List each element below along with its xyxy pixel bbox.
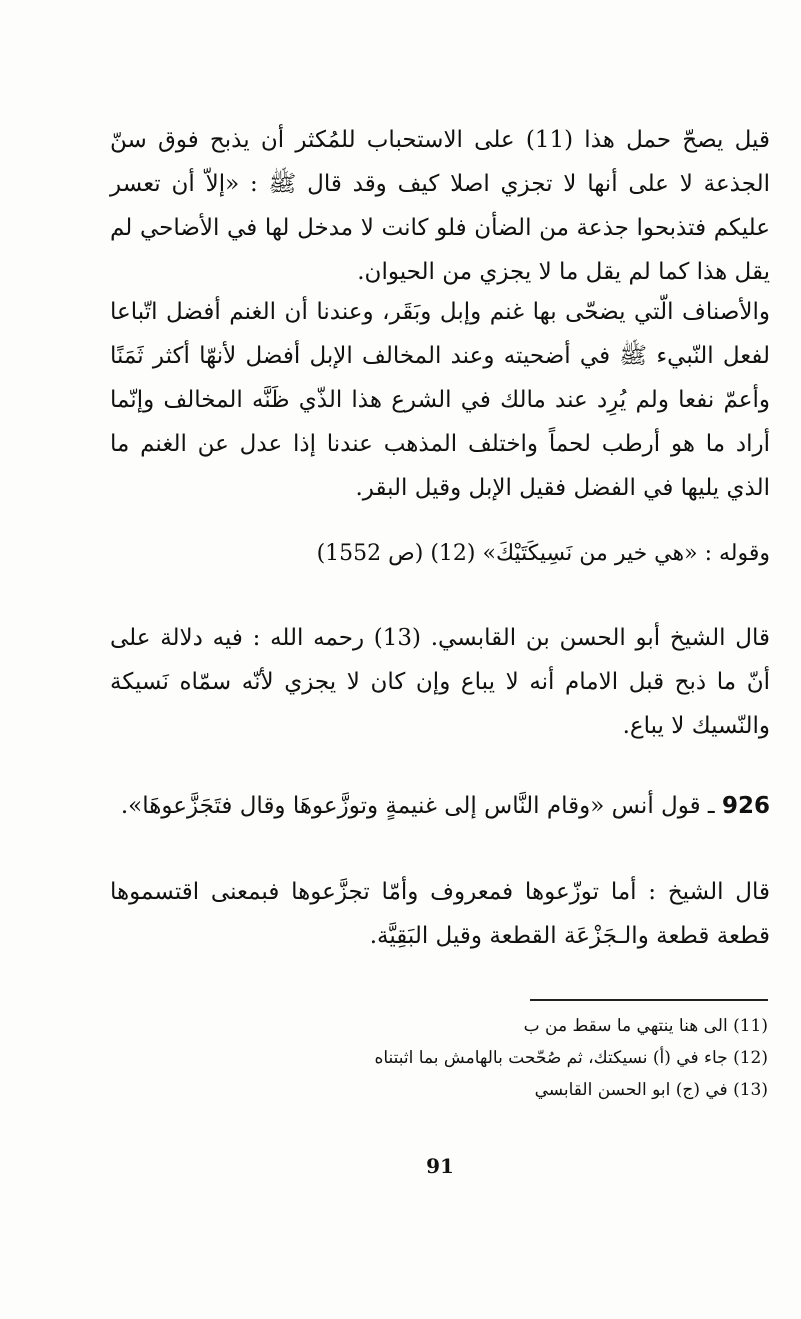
paragraph-1: قيل يصحّ حمل هذا (11) على الاستحباب للمُكثر أن يذبح فوق سنّ الجذعة لا على أنها لا تجزي اصلا كيف وقد قال ﷺ : «إلاّ أن تعسر عليكم فتذبحوا جذعة من الضأن فلو كانت لا مدخل لها في الأضاحي لم يقل هذا كما لم يقل ما لا يجزي من الحيوان.: [110, 127, 770, 285]
paragraph-2: والأصناف الّتي يضحّى بها غنم وإبل وبَقَر، وعندنا أن الغنم أفضل اتّباعا لفعل النّبيء ﷺ في أضحيته وعند المخالف الإبل أفضل لأنهّا أكثر ثَمَنًا وأعمّ نفعا ولم يُرِد عند مالك في الشرع هذا الذّي ظَنَّه المخالف وإنّما أراد ما هو أرطب لحماً واختلف المذهب عندنا إذا عدل عن الغنم ما الذي يليها في الفضل فقيل الإبل وقيل البقر.: [110, 299, 770, 501]
hadith-heading: [110, 784, 770, 828]
paragraph-3: قال الشيخ أبو الحسن بن القابسي. (13) رحمه الله : فيه دلالة على أنّ ما ذبح قبل الامام أنه لا يباع وإن كان لا يجزي لأنّه سمّاه نَسيكة والنّسيك لا يباع.: [110, 625, 770, 739]
paragraph-4: قال الشيخ : أما توزّعوها فمعروف وأمّا تجزَّعوها فبمعنى اقتسموها قطعة قطعة والـجَزْعَة القطعة وقيل البَقِيَّة.: [110, 879, 770, 949]
footnotes: [300, 1010, 768, 1106]
footnote-11: (11) الى هنا ينتهي ما سقط من ب: [523, 1016, 768, 1036]
footnote-13: (13) في (ج) ابو الحسن القابسي: [534, 1080, 768, 1100]
page-number: 91: [426, 1154, 454, 1178]
footnote-divider: [530, 999, 768, 1001]
footnote-12: (12) جاء في (أ) نسيكتك، ثم صُحّحت بالهامش بما اثبتناه: [374, 1048, 768, 1068]
hadith-quote-line: وقوله : «هي خير من نَسِيكَتَيْكَ» (12) (ص 1552): [316, 541, 770, 566]
hadith-number: 926: [721, 793, 770, 819]
hadith-text: ـ قول أنس «وقام النَّاس إلى غنيمةٍ وتوزَّعوهَا وقال فتَجَزَّعوهَا».: [120, 793, 715, 819]
